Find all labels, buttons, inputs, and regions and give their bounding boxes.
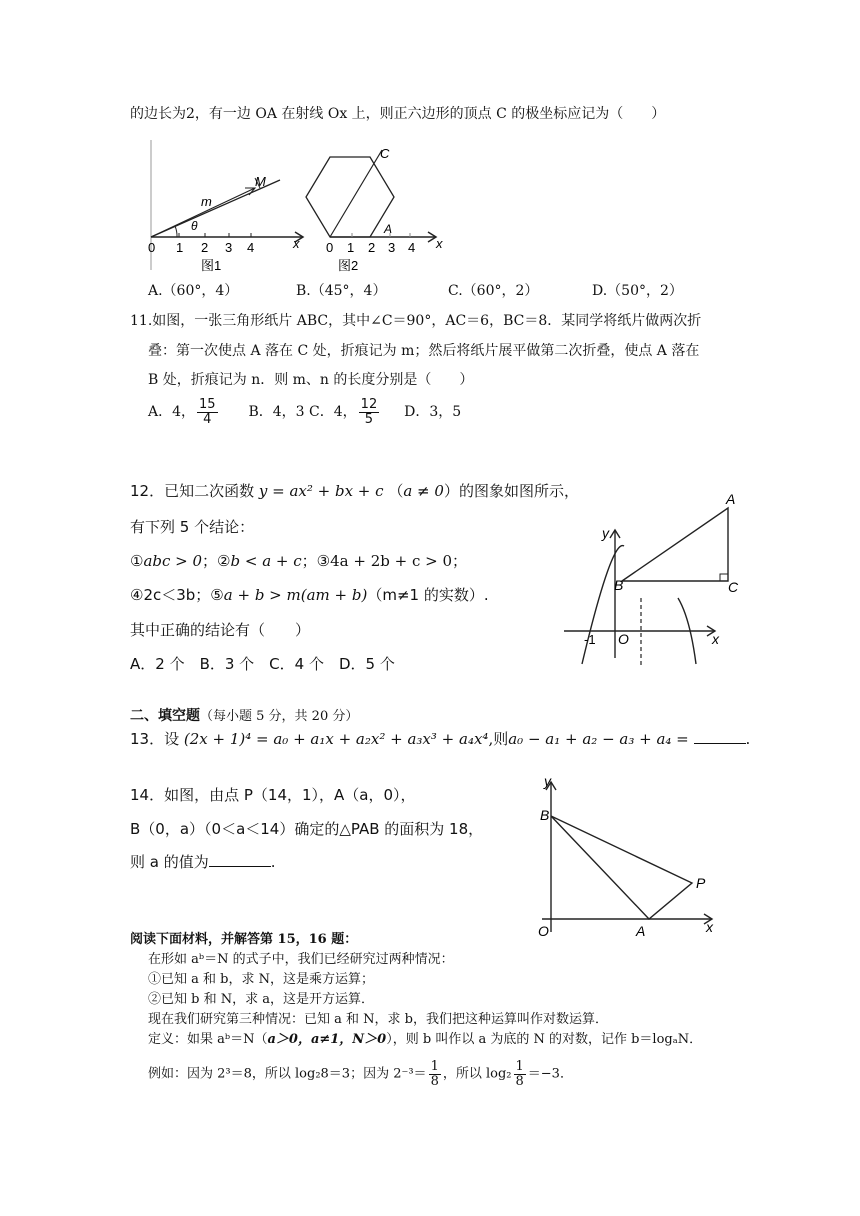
q12-c5-end: （m≠1 的实数）. (367, 586, 489, 604)
q14-ask: 则 a 的值为 (130, 853, 209, 871)
q11-option-a-denominator: 4 (203, 412, 212, 427)
fig1-caption: 图1 (201, 258, 222, 273)
q13-answer-blank[interactable] (694, 743, 746, 744)
q14-line-2: B（0，a）（0＜a＜14）确定的△PAB 的面积为 18， (130, 820, 484, 838)
reading-line-5 (148, 1032, 702, 1048)
q11-option-a-fraction (197, 398, 218, 426)
definition-prefix: 定义：如果 aᵇ＝N（ (148, 1032, 268, 1047)
q10-figure-1 (145, 140, 315, 280)
q12-c3: 4a + 2b + c > 0 (330, 552, 452, 570)
q12-c4: ④2c＜3b；⑤ (130, 586, 224, 604)
tick-1: 1 (347, 240, 355, 255)
B-label: B (614, 577, 624, 593)
q12-line-1 (130, 482, 579, 500)
C-label: C (728, 579, 739, 595)
q11-line-1: 11.如图，一张三角形纸片 ABC，其中∠C＝90°，AC＝6，BC＝8．某同学将纸片做两次折 (130, 313, 702, 329)
neg1-label: -1 (584, 632, 596, 647)
q12-c2-num: ；② (202, 552, 231, 570)
q11-options (148, 398, 461, 426)
q12-options: A．2 个 B．3 个 C．4 个 D．5 个 (130, 655, 395, 673)
q14-figure (534, 772, 724, 947)
tick-2: 2 (368, 240, 376, 255)
q12-line-3 (130, 552, 467, 570)
fraction-one-eighth-2 (514, 1060, 526, 1088)
q12-c3-num: ；③ (301, 552, 331, 570)
reading-line-3: ②已知 b 和 N，求 a，这是开方运算． (148, 992, 374, 1007)
A-label: A (384, 222, 393, 236)
x-label: x (706, 919, 713, 935)
q13-mid: ,则 (488, 730, 509, 748)
O-label: O (618, 631, 629, 647)
q14-end: . (270, 853, 276, 871)
example-part-2: ，所以 log₂ (442, 1066, 512, 1082)
q11-option-c-denominator: 5 (364, 412, 374, 427)
q12-condition: a ≠ 0 (403, 482, 444, 500)
reading-line-1: 在形如 aᵇ＝N 的式子中，我们已经研究过两种情况： (148, 952, 454, 967)
q11-option-d: D．3，5 (404, 404, 462, 420)
M-label: M (255, 174, 266, 189)
fraction-2-numerator: 1 (515, 1059, 524, 1074)
q12-figure (560, 488, 750, 668)
C-label: C (380, 146, 390, 161)
q12-line-4 (130, 586, 489, 604)
q11-line-2: 叠：第一次使点 A 落在 C 处，折痕记为 m；然后将纸片展平做第二次折叠，使点 A 落在 (148, 343, 700, 359)
definition-conditions: a＞0，a≠1，N＞0 (267, 1032, 387, 1047)
q14-line-3 (130, 853, 276, 871)
section-2-heading (130, 708, 358, 725)
q12-line-2: 有下列 5 个结论： (130, 518, 255, 536)
P-label: P (696, 875, 706, 891)
q12-intro-end: ）的图象如图所示， (443, 482, 579, 500)
q10-option-b: B.（45°，4） (296, 283, 387, 299)
tick-3: 3 (388, 240, 396, 255)
B-label: B (540, 807, 550, 823)
q12-c1: abc > 0 (143, 552, 203, 570)
q10-option-d: D.（50°，2） (592, 283, 683, 299)
fraction-1-numerator: 1 (430, 1059, 439, 1074)
q10-figure-2 (300, 140, 450, 280)
q14-line-1: 14．如图，由点 P（14，1），A（a，0）， (130, 786, 416, 804)
section-2-title: 二、填空题 (130, 708, 200, 724)
theta-label: θ (191, 219, 198, 233)
q14-answer-blank[interactable] (209, 866, 271, 867)
fig2-caption: 图2 (338, 258, 359, 273)
q12-line-5: 其中正确的结论有（ ） (130, 621, 311, 639)
O-label: O (538, 923, 549, 939)
section-2-note: （每小题 5 分，共 20 分） (200, 709, 359, 724)
q12-c5: a + b > m(am + b) (223, 586, 368, 604)
reading-line-6 (148, 1060, 573, 1088)
q11-option-a-prefix: A．4， (148, 404, 196, 420)
q10-option-c: C.（60°，2） (448, 283, 539, 299)
q13-formula: (2x + 1)⁴ = a₀ + a₁x + a₂x² + a₃x³ + a₄x⁴ (183, 730, 489, 748)
q13-ask: a₀ − a₁ + a₂ − a₃ + a₄ = (508, 730, 689, 748)
q12-paren-open: （ (388, 482, 404, 500)
fraction-one-eighth-1 (429, 1060, 441, 1088)
q11-option-c-fraction (359, 398, 380, 426)
q10-stem: 的边长为2，有一边 OA 在射线 Ox 上，则正六边形的顶点 C 的极坐标应记为（ ） (130, 106, 666, 122)
x-label: x (712, 631, 719, 647)
q12-intro: 12．已知二次函数 (130, 482, 255, 500)
tick-0: 0 (148, 240, 156, 255)
q12-function-formula: y = ax² + bx + c (258, 482, 384, 500)
q12-c3-end: ； (452, 552, 468, 570)
q13-end: . (745, 730, 751, 748)
q12-c1-num: ① (130, 552, 144, 570)
example-part-3: ＝−3． (527, 1066, 573, 1082)
reading-line-4: 现在我们研究第三种情况：已知 a 和 N，求 b，我们把这种运算叫作对数运算． (148, 1012, 608, 1027)
x-label: x (293, 236, 300, 251)
A-label: A (726, 491, 736, 507)
tick-1: 1 (176, 240, 184, 255)
q13-prefix: 13．设 (130, 730, 180, 748)
tick-4: 4 (408, 240, 416, 255)
fraction-1-denominator: 8 (430, 1074, 439, 1089)
tick-2: 2 (201, 240, 209, 255)
q10-option-a: A.（60°，4） (148, 283, 239, 299)
example-part-1: 例如：因为 2³＝8，所以 log₂8＝3；因为 2⁻³＝ (148, 1066, 427, 1082)
fraction-2-denominator: 8 (515, 1074, 524, 1089)
reading-title: 阅读下面材料，并解答第 15，16 题： (130, 932, 358, 947)
q11-option-a-numerator: 15 (199, 397, 216, 412)
tick-0: 0 (326, 240, 334, 255)
reading-line-2: ①已知 a 和 b，求 N，这是乘方运算； (148, 972, 374, 987)
q13-line (130, 730, 750, 748)
q11-option-b: B．4，3 (248, 404, 305, 420)
q11-line-3: B 处，折痕记为 n．则 m、n 的长度分别是（ ） (148, 372, 474, 388)
y-label: y (544, 773, 551, 789)
x-label: x (436, 236, 443, 251)
tick-3: 3 (225, 240, 233, 255)
y-label: y (602, 525, 609, 541)
q11-option-c-prefix: C．4， (309, 404, 357, 420)
m-label: m (201, 194, 212, 209)
tick-4: 4 (247, 240, 255, 255)
A-label: A (636, 923, 646, 939)
q12-c2: b < a + c (230, 552, 302, 570)
q11-option-c-numerator: 12 (360, 397, 378, 412)
definition-suffix: ），则 b 叫作以 a 为底的 N 的对数，记作 b＝logₐN． (386, 1032, 703, 1047)
